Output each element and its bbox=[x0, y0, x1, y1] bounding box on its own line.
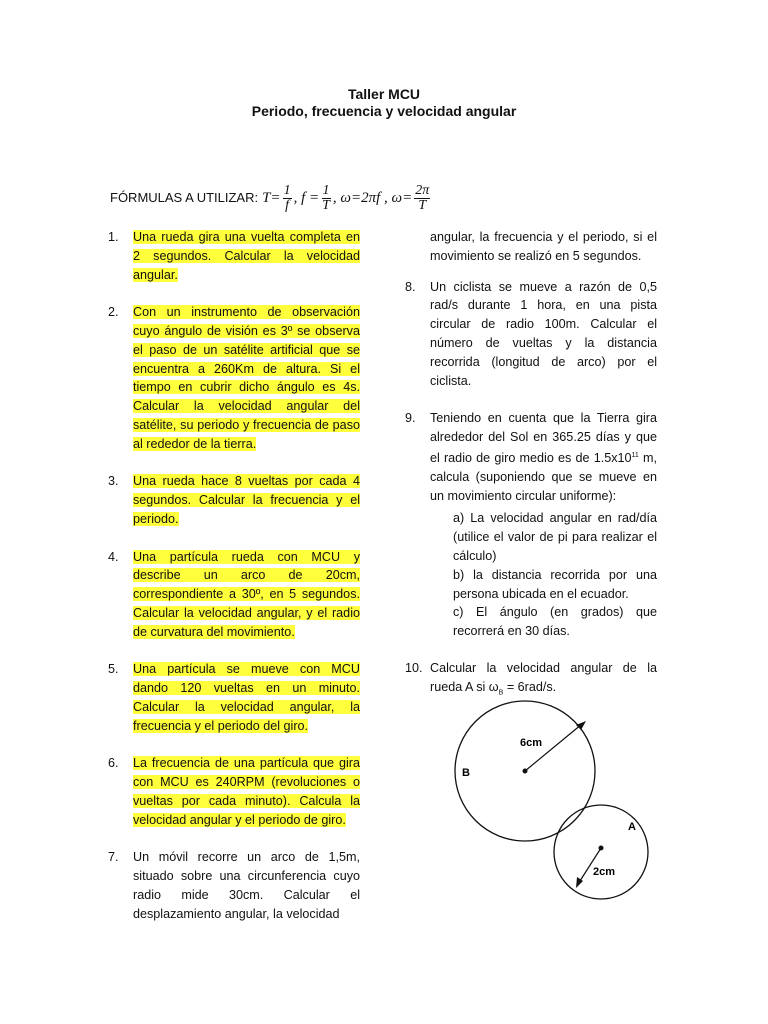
problem-item bbox=[108, 472, 360, 528]
fraction-one-over-f bbox=[283, 184, 292, 213]
fraction-denominator: f bbox=[285, 197, 289, 213]
problem-text-part: Teniendo en cuenta que la Tierra gira alrededor del Sol en 365.25 días y que el radio de giro medio es de 1.5x10 bbox=[430, 411, 657, 465]
problem-number: 3. bbox=[108, 474, 119, 489]
problem-item bbox=[108, 303, 360, 453]
formula-period-lhs: T= bbox=[262, 190, 281, 206]
wheel-b-label: B bbox=[462, 767, 470, 779]
problem-number: 2. bbox=[108, 305, 119, 320]
fraction-numerator: 1 bbox=[283, 182, 291, 198]
formula-omega: , ω=2πf , ω= bbox=[332, 190, 413, 206]
problem-number: 9. bbox=[405, 411, 416, 426]
problem-text: Una partícula se mueve con MCU dando 120 vueltas en un minuto. Calcular la velocidad angular, la frecuencia y el periodo del giro. bbox=[133, 662, 360, 733]
problem-item bbox=[405, 659, 657, 703]
problem-item bbox=[108, 754, 360, 829]
problem-item bbox=[108, 228, 360, 284]
document-subtitle: Periodo, frecuencia y velocidad angular bbox=[251, 103, 517, 119]
problem-item bbox=[108, 848, 360, 923]
problem-7-continuation bbox=[405, 228, 657, 266]
problem-text: Una partícula rueda con MCU y describe un arco de 20cm, correspondiente a 30º, en 5 segundos. Calcular la velocidad angular, y el radio de curvatura del movimiento. bbox=[133, 549, 360, 639]
problem-item bbox=[405, 409, 657, 505]
subitem-c: c) El ángulo (en grados) que recorrerá en 30 días. bbox=[453, 605, 657, 639]
problem-text bbox=[430, 409, 657, 505]
exponent: 11 bbox=[631, 451, 639, 459]
document-header bbox=[0, 86, 768, 120]
problem-text: Un móvil recorre un arco de 1,5m, situado sobre una circunferencia cuyo radio mide 30cm. Calcular el desplazamiento angular, la velocidad bbox=[133, 850, 360, 921]
document-title: Taller MCU bbox=[347, 86, 421, 102]
problem-text bbox=[430, 659, 657, 703]
fraction-denominator: T bbox=[322, 197, 330, 213]
problem-text: Un ciclista se mueve a razón de 0,5 rad/s durante 1 hora, en una pista circular de radio 100m. Calcular el número de vueltas y la distancia recorrida (longitud de arco) por el ciclista. bbox=[430, 279, 657, 388]
problem-text: Con un instrumento de observación cuyo ángulo de visión es 3º se observa el paso de un satélite artificial que se encuentra a 260Km de altura. Si el tiempo en cubrir dicho ángulo es 4s. Calcular la velocidad angular del satélite, su periodo y frecuencia de paso al rededor de la tierra. bbox=[133, 305, 360, 451]
formulas-label: FÓRMULAS A UTILIZAR: bbox=[110, 190, 259, 205]
problem-text: La frecuencia de una partícula que gira con MCU es 240RPM (revoluciones o vueltas por cada minuto). Calcula la velocidad angular y el periodo de giro. bbox=[133, 756, 360, 827]
problem-number: 8. bbox=[405, 279, 416, 294]
subitem-b: b) la distancia recorrida por una persona ubicada en el ecuador. bbox=[453, 567, 657, 601]
problem-number: 10. bbox=[405, 660, 423, 675]
problem-number: 1. bbox=[108, 230, 119, 244]
problem-number: 7. bbox=[108, 850, 119, 865]
wheel-a-label: A bbox=[628, 821, 636, 833]
problem-number: 5. bbox=[108, 662, 119, 677]
left-column bbox=[108, 228, 360, 942]
formula-frequency-lhs: , f = bbox=[293, 190, 320, 206]
problem-text: angular, la frecuencia y el periodo, si el movimiento se realizó en 5 segundos. bbox=[430, 230, 657, 263]
formula-group bbox=[262, 178, 432, 218]
problem-text: Una rueda hace 8 vueltas por cada 4 segundos. Calcular la frecuencia y el periodo. bbox=[133, 474, 360, 526]
problem-text-part: Calcular la velocidad angular de la rueda A si ω bbox=[430, 660, 657, 694]
fraction-numerator: 1 bbox=[322, 182, 330, 198]
radius-a-label: 2cm bbox=[593, 866, 616, 878]
problem-number: 6. bbox=[108, 756, 119, 771]
fraction-two-pi-over-t bbox=[414, 184, 430, 213]
problem-item bbox=[405, 278, 657, 391]
fraction-numerator: 2π bbox=[415, 182, 430, 198]
radius-b-label: 6cm bbox=[520, 737, 543, 749]
subscript: B bbox=[498, 689, 504, 697]
problem-text: Una rueda gira una vuelta completa en 2 segundos. Calcular la velocidad angular. bbox=[133, 230, 360, 282]
fraction-one-over-t bbox=[321, 184, 331, 213]
wheel-a-circle bbox=[554, 805, 648, 899]
problem-number: 4. bbox=[108, 549, 119, 564]
fraction-denominator: T bbox=[418, 197, 427, 213]
problem-item bbox=[108, 548, 360, 642]
problem-item bbox=[108, 660, 360, 735]
wheels-diagram bbox=[452, 700, 672, 900]
subitem-a: a) La velocidad angular en rad/día (utilice el valor de pi para realizar el cálculo) bbox=[453, 511, 657, 563]
arrowhead-b bbox=[576, 721, 586, 730]
formulas-line bbox=[110, 178, 560, 218]
problem-text-part: m, calcula (suponiendo que se mueve en un movimiento circular uniforme): bbox=[430, 450, 657, 503]
problem-text-part: = 6rad/s. bbox=[503, 679, 557, 694]
right-column bbox=[405, 228, 657, 722]
